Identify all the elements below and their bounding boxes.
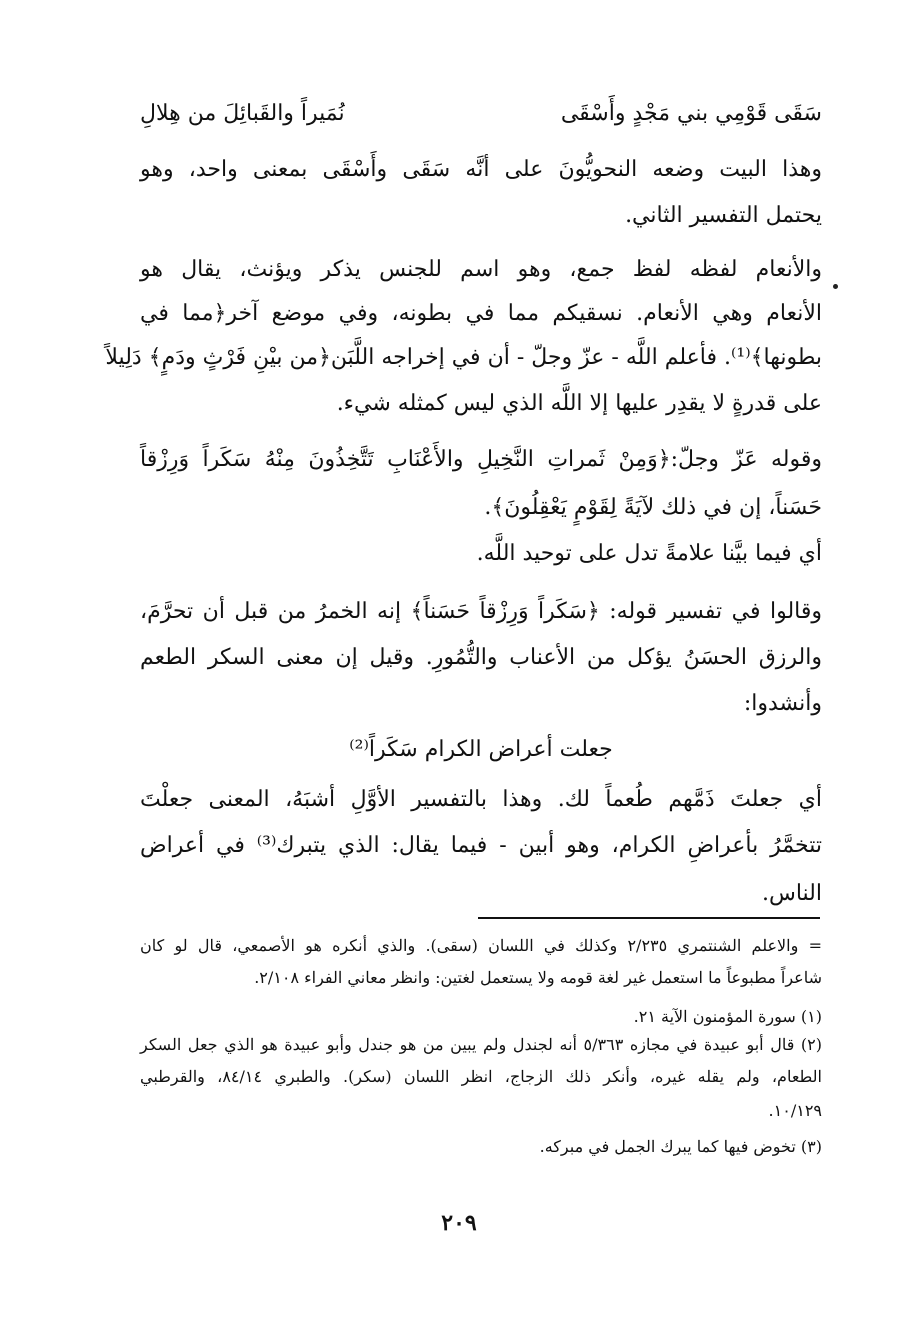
quoted-verse: جعلت أعراض الكرام سَكَراً⁽²⁾ bbox=[349, 737, 613, 762]
footnote-line: الطعام، ولم يقله غيره، وأنكر ذلك الزجاج، انظر اللسان (سكر). والطبري ٨٤/١٤، والقرطبي bbox=[140, 1067, 822, 1086]
footnote-line: = والاعلم الشنتمري ٢/٢٣٥ وكذلك في اللسان (سقى). والذي أنكره هو الأصمعي، قال لو كان bbox=[140, 936, 822, 955]
body-line: بطونها﴾⁽¹⁾. فأعلم اللَّه - عزّ وجلّ - أن في إخراجه اللَّبَن﴿من بيْنِ فَرْثٍ ودَمٍ﴾ دَلِيلاً bbox=[105, 345, 822, 370]
footnote-line: (١) سورة المؤمنون الآية ٢١. bbox=[633, 1007, 822, 1026]
body-line: الأنعام وهي الأنعام. نسقيكم مما في بطونه، وفي موضع آخر﴿مما في bbox=[140, 301, 822, 326]
footnote-line: ١٠/١٢٩. bbox=[768, 1101, 822, 1120]
footnote-separator bbox=[478, 917, 820, 919]
body-line: والرزق الحسَنُ يؤكل من الأعناب والتُّمُورِ. وقيل إن معنى السكر الطعم bbox=[140, 645, 822, 670]
footnote-line: (٣) تخوض فيها كما يبرك الجمل في مبركه. bbox=[539, 1137, 822, 1156]
footnote-line: شاعراً مطبوعاً ما استعمل غير لغة قومه ولا يستعمل لغتين: وانظر معاني الفراء ٢/١٠٨. bbox=[254, 968, 822, 987]
verse-first-hemistich: سَقَى قَوْمِي بني مَجْدٍ وأَسْقَى bbox=[560, 101, 822, 126]
body-line: أي فيما بيَّنا علامةً تدل على توحيد اللَّه. bbox=[476, 541, 822, 566]
body-line: وهذا البيت وضعه النحويُّونَ على أنَّه سَقَى وأَسْقَى بمعنى واحد، وهو bbox=[140, 157, 822, 182]
margin-mark bbox=[833, 284, 838, 289]
opening-verse bbox=[140, 97, 822, 131]
body-line: يحتمل التفسير الثاني. bbox=[625, 203, 822, 228]
body-line: الناس. bbox=[761, 881, 822, 906]
body-line: وقالوا في تفسير قوله: ﴿سَكَراً وَرِزْقاً حَسَناً﴾ إنه الخمرُ من قبل أن تحرَّمَ، bbox=[140, 599, 822, 624]
body-line: تتخمَّرُ بأعراضِ الكرام، وهو أبين - فيما يقال: الذي يتبرك⁽³⁾ في أعراض bbox=[140, 833, 822, 858]
verse-second-hemistich: نُمَيراً والقَبائِلَ من هِلالِ bbox=[140, 101, 345, 126]
body-line: والأنعام لفظه لفظ جمع، وهو اسم للجنس يذكر ويؤنث، يقال هو bbox=[140, 257, 822, 282]
body-line: وأنشدوا: bbox=[743, 691, 822, 716]
page-number: ٢٠٩ bbox=[441, 1210, 477, 1236]
body-line: حَسَناً، إن في ذلك لآيَةً لِقَوْمٍ يَعْقِلُونَ﴾. bbox=[484, 495, 822, 520]
footnote-line: (٢) قال أبو عبيدة في مجازه ٥/٣٦٣ أنه لجندل ولم يبين من هو جندل وأبو عبيدة هو الذي جعل السكر bbox=[140, 1035, 823, 1054]
body-line: وقوله عَزّ وجلّ:﴿وَمِنْ ثَمراتِ النَّخِيلِ والأَعْنَابِ تَتَّخِذُونَ مِنْهُ سَكَراً وَرِزْقاً bbox=[140, 447, 822, 472]
body-line: أي جعلتَ ذَمَّهم طُعماً لك. وهذا بالتفسير الأوَّلِ أشبَهُ، المعنى جعلْتَ bbox=[140, 787, 822, 812]
body-line: على قدرةٍ لا يقدِر عليها إلا اللَّه الذي ليس كمثله شيء. bbox=[336, 391, 822, 416]
